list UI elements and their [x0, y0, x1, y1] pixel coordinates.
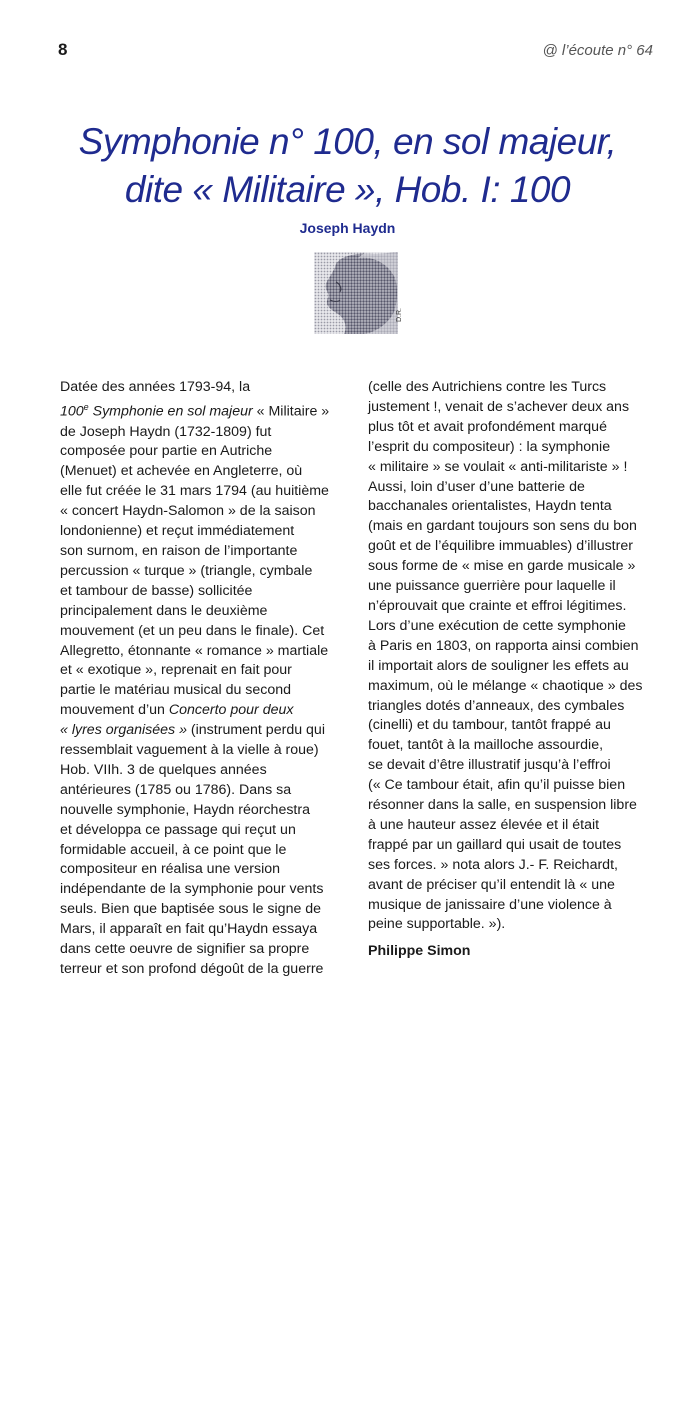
body-line: et tambour de basse) sollicitée	[60, 582, 253, 599]
body-line: terreur et son profond dégoût de la guerre	[60, 961, 324, 978]
running-head: @ l’écoute n° 64	[542, 42, 653, 59]
symphony-title: Symphonie en sol majeur	[88, 403, 253, 420]
body-line: à Paris en 1803, on rapporta ainsi combien	[368, 637, 639, 654]
body-line: (« Ce tambour était, afin qu’il puisse bien	[368, 777, 626, 794]
body-line: dans cette oeuvre de signifier sa propre	[60, 941, 310, 958]
ordinal-superscript: e	[83, 401, 89, 412]
page-number: 8	[58, 40, 68, 59]
body-line: il importait alors de souligner les effets au	[368, 657, 629, 674]
body-line: nouvelle symphonie, Haydn réorchestra	[60, 801, 310, 818]
body-line: justement !, venait de s’achever deux ans	[368, 398, 630, 415]
body-line: Aussi, loin d’user d’une batterie de	[368, 478, 585, 495]
title-line-2: dite « Militaire », Hob. I: 100	[124, 169, 571, 210]
body-line: indépendante de la symphonie pour vents	[60, 881, 324, 898]
body-line: composée pour partie en Autriche	[60, 443, 273, 460]
body-text: mouvement d’un	[60, 702, 169, 719]
body-line: sous forme de « mise en garde musicale »	[368, 558, 636, 575]
body-line: plus tôt et avait profondément marqué	[368, 418, 607, 435]
body-line: percussion « turque » (triangle, cymbale	[60, 562, 313, 579]
body-line: ses forces. » nota alors J.- F. Reichardt,	[368, 856, 618, 873]
body-line: fouet, tantôt à la mailloche assourdie,	[368, 737, 604, 754]
body-line: (mais en gardant toujours son sens du bon	[368, 518, 637, 535]
photo-credit: D.R.	[396, 308, 403, 322]
body-line: bacchanales orientalistes, Haydn tenta	[368, 498, 612, 515]
body-text: (instrument perdu qui	[186, 722, 325, 739]
body-line: Lors d’une exécution de cette symphonie	[368, 617, 626, 634]
body-line: antérieures (1785 ou 1786). Dans sa	[60, 781, 292, 798]
nickname: « Militaire »	[252, 403, 330, 420]
article-title	[0, 118, 695, 214]
body-line: Datée des années 1793-94, la	[60, 379, 251, 395]
body-line: triangles dotés d’anneaux, des cymbales	[368, 697, 625, 714]
haydn-portrait-image	[314, 252, 398, 334]
body-line: formidable accueil, à ce point que le	[60, 841, 287, 858]
body-line: (celle des Autrichiens contre les Turcs	[368, 379, 607, 395]
body-line: goût et de l’équilibre immuables) d’illustrer	[368, 538, 633, 555]
body-line: « militaire » se voulait « anti-militariste » !	[368, 458, 628, 475]
body-line: une puissance guerrière pour laquelle il	[368, 578, 616, 595]
body-line: Hob. VIIh. 3 de quelques années	[60, 761, 267, 778]
body-line	[60, 721, 350, 741]
body-line: « concert Haydn-Salomon » de la saison	[60, 503, 316, 520]
body-line: (Menuet) et achevée en Angleterre, où	[60, 463, 303, 480]
body-line: (cinelli) et du tambour, tantôt frappé au	[368, 717, 611, 734]
concerto-title-cont: « lyres organisées »	[60, 722, 187, 739]
body-line: et développa ce passage qui reçut un	[60, 821, 296, 838]
body-line: partie le matériau musical du second	[60, 682, 292, 699]
body-line: peine supportable. »).	[368, 916, 506, 933]
body-line: résonner dans la salle, en suspension libre	[368, 797, 637, 814]
symphony-number: 100	[60, 403, 84, 420]
concerto-title: Concerto pour deux	[168, 702, 294, 719]
body-line: maximum, où le mélange « chaotique » des	[368, 677, 643, 694]
body-line: avant de préciser qu’il entendit là « une	[368, 876, 615, 893]
body-line: son surnom, en raison de l’importante	[60, 542, 298, 559]
body-line: ressemblait vaguement à la vielle à roue)	[60, 742, 319, 759]
author-name: Joseph Haydn	[299, 220, 396, 236]
body-line: frappé par un gaillard qui usait de toutes	[368, 836, 622, 853]
body-line	[60, 701, 350, 721]
body-line: compositeur en réalisa une version	[60, 861, 281, 878]
author-signature: Philippe Simon	[368, 943, 471, 960]
body-line: n’éprouvait que crainte et effroi légitimes.	[368, 597, 627, 614]
body-line: seuls. Bien que baptisée sous le signe de	[60, 901, 322, 918]
body-line: Allegretto, étonnante « romance » martiale	[60, 642, 329, 659]
body-column-right	[368, 378, 658, 962]
body-line: l’esprit du compositeur) : la symphonie	[368, 438, 611, 455]
body-column-left	[60, 378, 350, 980]
title-line-1: Symphonie n° 100, en sol majeur,	[78, 121, 617, 162]
body-line: de Joseph Haydn (1732-1809) fut	[60, 423, 272, 440]
body-line: musique de janissaire d’une violence à	[368, 896, 612, 913]
body-line: principalement dans le deuxième	[60, 602, 268, 619]
body-line	[60, 398, 350, 423]
body-line: Mars, il apparaît en fait qu’Haydn essaya	[60, 921, 318, 938]
body-line: à une hauteur assez élevée et il était	[368, 816, 600, 833]
body-line: mouvement (et un peu dans le finale). Cet	[60, 622, 325, 639]
body-line: et « exotique », reprenait en fait pour	[60, 662, 292, 679]
body-line: londonienne) et reçut immédiatement	[60, 523, 295, 540]
body-line: elle fut créée le 31 mars 1794 (au huitième	[60, 483, 329, 500]
body-line: se devait d’être illustratif jusqu’à l’effroi	[368, 757, 611, 774]
